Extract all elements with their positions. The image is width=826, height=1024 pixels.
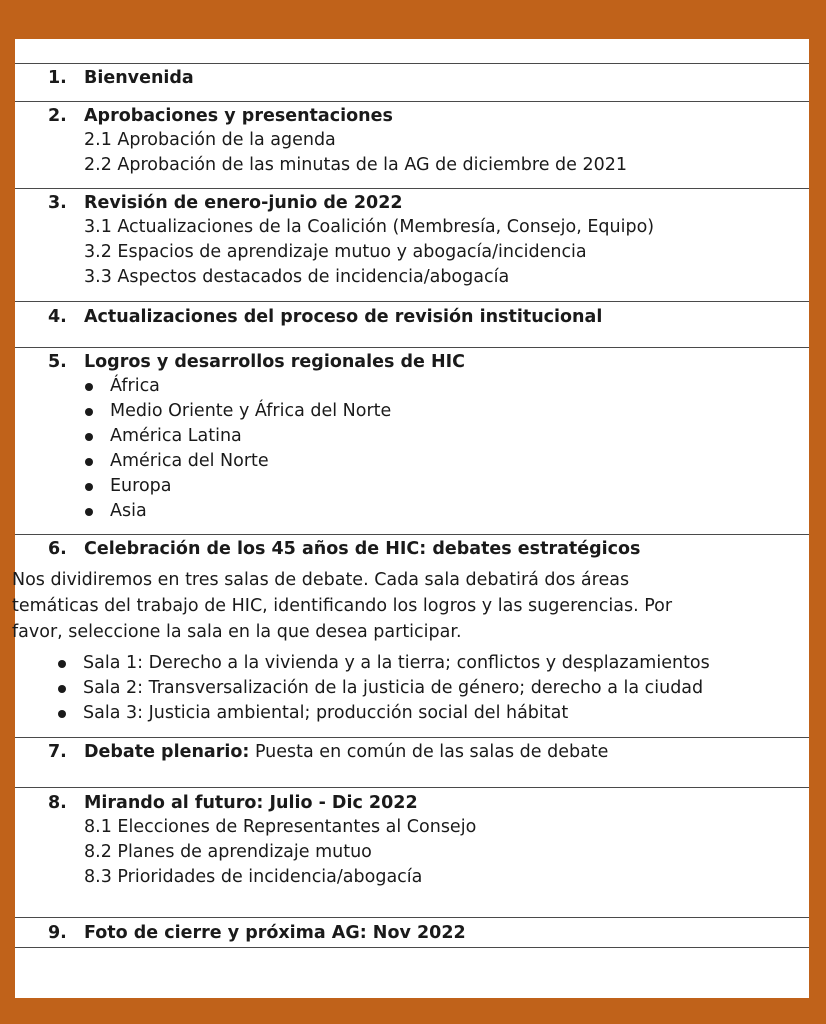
- divider: [15, 917, 809, 918]
- list-item: Sala 1: Derecho a la vivienda y a la tierra; conflictos y desplazamientos: [55, 651, 710, 676]
- bullet-icon: [85, 383, 93, 391]
- divider: [15, 947, 809, 948]
- section-number: 7.: [48, 742, 67, 762]
- list-item: América Latina: [82, 424, 391, 449]
- section-title: Mirando al futuro: Julio - Dic 2022: [84, 793, 418, 813]
- section-title: Bienvenida: [84, 68, 194, 88]
- subitem: 8.1 Elecciones de Representantes al Consejo: [84, 817, 477, 837]
- subitem: 2.2 Aprobación de las minutas de la AG de diciembre de 2021: [84, 155, 628, 175]
- section-title: Logros y desarrollos regionales de HIC: [84, 352, 465, 372]
- paragraph-line: temáticas del trabajo de HIC, identificando los logros y las sugerencias. Por: [12, 596, 673, 616]
- section-title-detail: Puesta en común de las salas de debate: [249, 742, 609, 762]
- list-item: Asia: [82, 499, 391, 524]
- section-number: 9.: [48, 923, 67, 943]
- section-number: 4.: [48, 307, 67, 327]
- subitem-list: [84, 215, 654, 290]
- divider: [15, 301, 809, 302]
- list-item: Sala 2: Transversalización de la justicia de género; derecho a la ciudad: [55, 676, 710, 701]
- bullet-icon: [85, 458, 93, 466]
- paragraph-line: Nos dividiremos en tres salas de debate. Cada sala debatirá dos áreas: [12, 570, 630, 590]
- section-number: 3.: [48, 193, 67, 213]
- agenda-page: [12, 39, 809, 998]
- paragraph-line: favor, seleccione la sala en la que desea participar.: [12, 622, 462, 642]
- section-title: Actualizaciones del proceso de revisión institucional: [84, 307, 603, 327]
- section-title: Foto de cierre y próxima AG: Nov 2022: [84, 923, 466, 943]
- subitem: 2.1 Aprobación de la agenda: [84, 130, 336, 150]
- bullet-icon: [85, 483, 93, 491]
- bullet-icon: [85, 433, 93, 441]
- bullet-icon: [58, 685, 66, 693]
- bullet-icon: [58, 660, 66, 668]
- section-title: Aprobaciones y presentaciones: [84, 106, 393, 126]
- list-item: Medio Oriente y África del Norte: [82, 399, 391, 424]
- subitem: 3.3 Aspectos destacados de incidencia/abogacía: [84, 267, 510, 287]
- subitem: 3.1 Actualizaciones de la Coalición (Membresía, Consejo, Equipo): [84, 217, 655, 237]
- bullet-icon: [85, 408, 93, 416]
- list-item: Europa: [82, 474, 391, 499]
- section-title: Debate plenario: Puesta en común de las salas de debate: [84, 742, 609, 762]
- section-number: 8.: [48, 793, 67, 813]
- list-item: América del Norte: [82, 449, 391, 474]
- subitem: 3.2 Espacios de aprendizaje mutuo y abogacía/incidencia: [84, 242, 587, 262]
- section-number: 6.: [48, 539, 67, 559]
- list-item: Sala 3: Justicia ambiental; producción social del hábitat: [55, 701, 710, 726]
- section-title: Revisión de enero-junio de 2022: [84, 193, 403, 213]
- bullet-icon: [85, 508, 93, 516]
- divider: [15, 101, 809, 102]
- divider: [15, 737, 809, 738]
- divider: [15, 787, 809, 788]
- region-list: [82, 374, 391, 524]
- divider: [15, 347, 809, 348]
- section-number: 5.: [48, 352, 67, 372]
- divider: [15, 188, 809, 189]
- section-number: 2.: [48, 106, 67, 126]
- subitem: 8.2 Planes de aprendizaje mutuo: [84, 842, 372, 862]
- divider: [15, 534, 809, 535]
- list-item: África: [82, 374, 391, 399]
- subitem-list: [84, 815, 476, 890]
- subitem-list: [84, 128, 627, 178]
- section-number: 1.: [48, 68, 67, 88]
- section-description: [12, 567, 812, 645]
- section-title: Celebración de los 45 años de HIC: debates estratégicos: [84, 539, 641, 559]
- divider: [15, 63, 809, 64]
- room-list: [55, 651, 710, 726]
- bullet-icon: [58, 710, 66, 718]
- subitem: 8.3 Prioridades de incidencia/abogacía: [84, 867, 423, 887]
